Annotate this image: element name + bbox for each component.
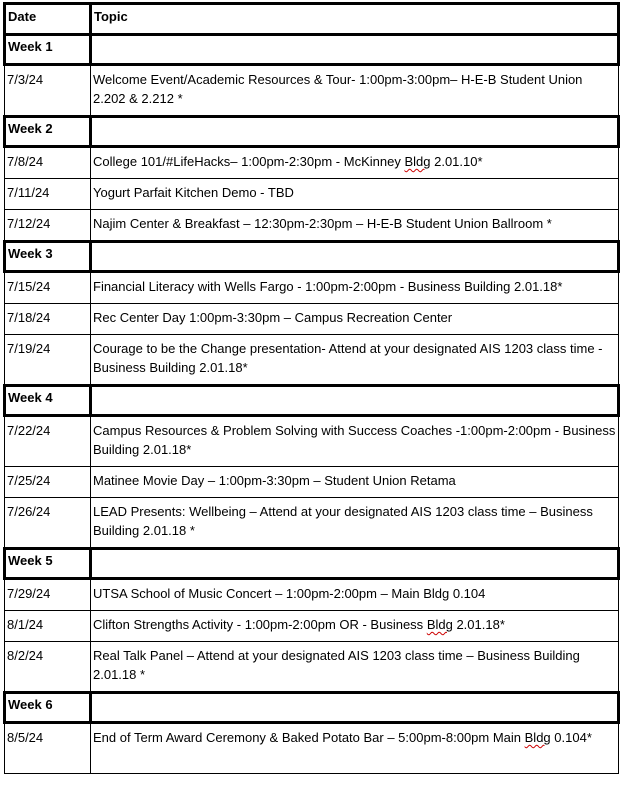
week-row <box>5 35 619 65</box>
event-topic-text: 2.01.10* <box>430 154 483 169</box>
event-topic-text: End of Term Award Ceremony & Baked Potato Bar – 5:00pm-8:00pm Main <box>93 730 525 745</box>
week-blank-cell <box>91 549 619 579</box>
week-label: Week 6 <box>5 693 91 723</box>
week-label: Week 5 <box>5 549 91 579</box>
event-topic: Najim Center & Breakfast – 12:30pm-2:30pm – H-E-B Student Union Ballroom * <box>91 210 619 242</box>
table-row <box>5 335 619 386</box>
event-date: 7/12/24 <box>5 210 91 242</box>
table-row <box>5 304 619 335</box>
week-blank-cell <box>91 35 619 65</box>
event-topic: Campus Resources & Problem Solving with Success Coaches -1:00pm-2:00pm - Business Building 2.01.18* <box>91 416 619 467</box>
event-date: 7/26/24 <box>5 498 91 549</box>
event-date: 7/15/24 <box>5 272 91 304</box>
event-topic: Real Talk Panel – Attend at your designated AIS 1203 class time – Business Building 2.01.18 * <box>91 642 619 693</box>
event-topic <box>91 611 619 642</box>
week-blank-cell <box>91 117 619 147</box>
event-topic-text: College 101/#LifeHacks– 1:00pm-2:30pm - McKinney <box>93 154 405 169</box>
event-topic: Financial Literacy with Wells Fargo - 1:00pm-2:00pm - Business Building 2.01.18* <box>91 272 619 304</box>
event-date: 7/22/24 <box>5 416 91 467</box>
event-topic: Welcome Event/Academic Resources & Tour- 1:00pm-3:00pm– H-E-B Student Union 2.202 & 2.212 * <box>91 65 619 117</box>
event-topic <box>91 723 619 774</box>
topic-column-header: Topic <box>91 4 619 35</box>
table-row <box>5 65 619 117</box>
schedule-table <box>3 2 620 774</box>
table-row <box>5 210 619 242</box>
event-date: 7/19/24 <box>5 335 91 386</box>
table-row <box>5 498 619 549</box>
table-row <box>5 272 619 304</box>
table-row <box>5 416 619 467</box>
week-label: Week 1 <box>5 35 91 65</box>
week-row <box>5 693 619 723</box>
event-date: 8/2/24 <box>5 642 91 693</box>
table-row <box>5 723 619 774</box>
table-row <box>5 179 619 210</box>
event-topic: UTSA School of Music Concert – 1:00pm-2:00pm – Main Bldg 0.104 <box>91 579 619 611</box>
table-row <box>5 147 619 179</box>
week-label: Week 3 <box>5 242 91 272</box>
week-row <box>5 549 619 579</box>
week-blank-cell <box>91 242 619 272</box>
event-date: 8/5/24 <box>5 723 91 774</box>
week-label: Week 4 <box>5 386 91 416</box>
week-blank-cell <box>91 693 619 723</box>
event-topic-text: 2.01.18* <box>452 617 505 632</box>
table-row <box>5 467 619 498</box>
event-topic-text: 0.104* <box>550 730 592 745</box>
event-date: 7/25/24 <box>5 467 91 498</box>
event-topic-text: Clifton Strengths Activity - 1:00pm-2:00pm OR - Business <box>93 617 427 632</box>
header-row <box>5 4 619 35</box>
spellcheck-flagged-word: Bldg <box>404 154 431 169</box>
week-blank-cell <box>91 386 619 416</box>
week-row <box>5 242 619 272</box>
table-row <box>5 611 619 642</box>
spellcheck-flagged-word: Bldg <box>524 730 551 745</box>
spellcheck-flagged-word: Bldg <box>426 617 453 632</box>
event-topic: LEAD Presents: Wellbeing – Attend at your designated AIS 1203 class time – Business Building 2.01.18 * <box>91 498 619 549</box>
event-topic: Matinee Movie Day – 1:00pm-3:30pm – Student Union Retama <box>91 467 619 498</box>
event-date: 7/29/24 <box>5 579 91 611</box>
table-row <box>5 642 619 693</box>
event-date: 7/11/24 <box>5 179 91 210</box>
date-column-header: Date <box>5 4 91 35</box>
event-date: 8/1/24 <box>5 611 91 642</box>
event-date: 7/3/24 <box>5 65 91 117</box>
event-topic: Yogurt Parfait Kitchen Demo - TBD <box>91 179 619 210</box>
table-row <box>5 579 619 611</box>
week-row <box>5 386 619 416</box>
week-label: Week 2 <box>5 117 91 147</box>
event-date: 7/8/24 <box>5 147 91 179</box>
event-topic: Rec Center Day 1:00pm-3:30pm – Campus Recreation Center <box>91 304 619 335</box>
event-date: 7/18/24 <box>5 304 91 335</box>
event-topic: Courage to be the Change presentation- Attend at your designated AIS 1203 class time - Business Building 2.01.18* <box>91 335 619 386</box>
week-row <box>5 117 619 147</box>
event-topic <box>91 147 619 179</box>
